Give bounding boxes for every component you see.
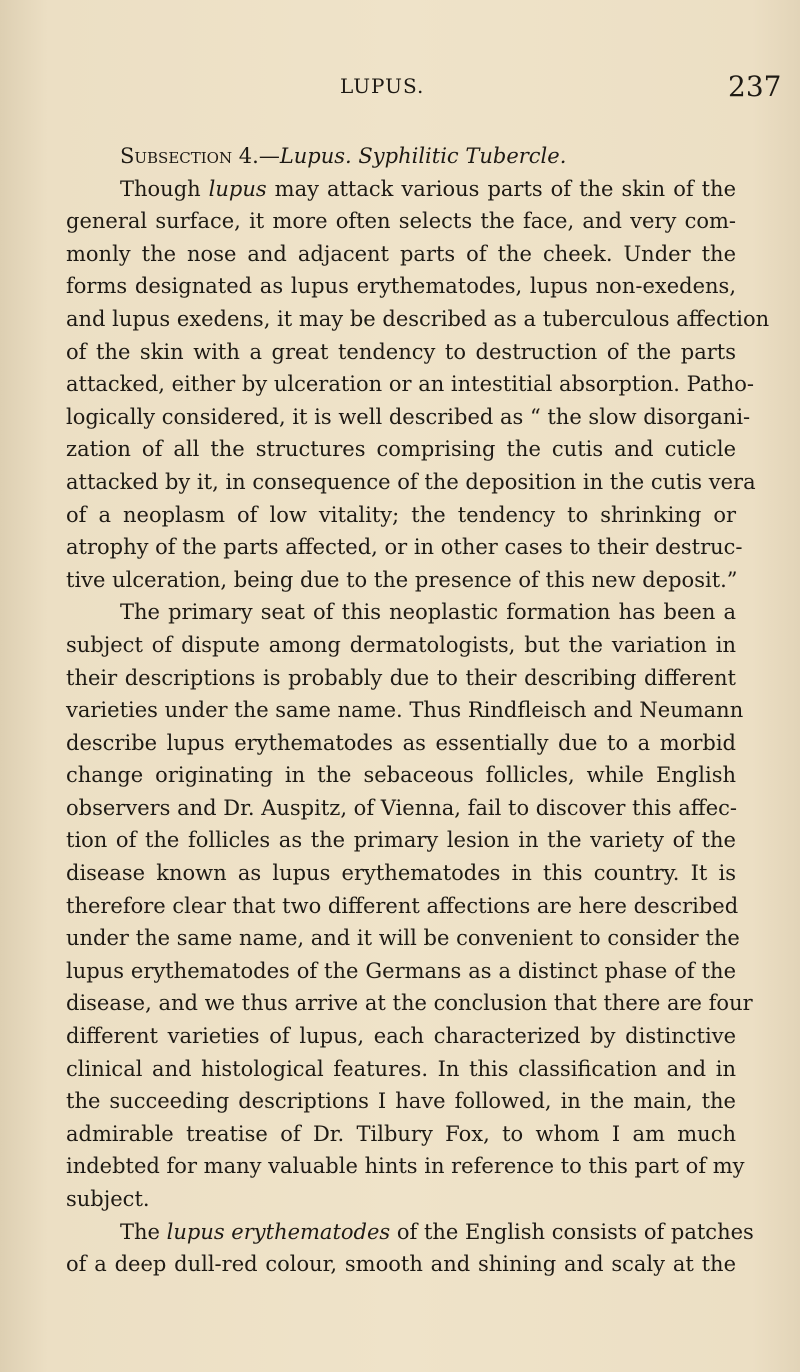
text-line <box>66 466 756 499</box>
text-segment: tive ulceration, being due to the presence of this new deposit.” <box>66 567 738 592</box>
text-segment: may attack various parts of the skin of the <box>266 176 737 201</box>
text-segment: the succeeding descriptions I have followed, in the main, the <box>66 1089 736 1114</box>
text-segment: forms designated as lupus erythematodes, lupus non-exedens, <box>66 274 736 299</box>
text-segment: of the English consists of patches <box>390 1219 754 1244</box>
text-segment: subject. <box>66 1187 150 1211</box>
running-head <box>0 70 800 110</box>
text-line <box>66 433 736 466</box>
text-line <box>66 857 736 890</box>
text-line <box>66 270 736 303</box>
text-line <box>66 662 736 695</box>
text-segment: of the skin with a great tendency to destruction of the parts <box>66 339 736 364</box>
page-number: 237 <box>728 70 782 103</box>
text-segment: disease, and we thus arrive at the conclusion that there are four <box>66 991 753 1016</box>
text-segment: change originating in the sebaceous follicles, while English <box>66 763 736 788</box>
text-segment: indebted for many valuable hints in reference to this part of my <box>66 1154 745 1179</box>
text-line <box>66 955 736 988</box>
subsection-label: Subsection 4. <box>120 144 259 168</box>
text-segment: atrophy of the parts affected, or in other cases to their destruc- <box>66 535 743 560</box>
text-segment: admirable treatise of Dr. Tilbury Fox, to whom I am much <box>66 1121 736 1146</box>
text-line <box>66 890 739 923</box>
text-line <box>66 1053 736 1086</box>
text-segment: subject of dispute among dermatologists, but the variation in <box>66 632 736 657</box>
text-segment: clinical and histological features. In this classification and in <box>66 1056 736 1081</box>
subsection-heading <box>66 140 736 173</box>
italic-term: lupus <box>208 176 267 201</box>
paragraphs <box>66 173 770 1281</box>
text-line <box>66 1085 736 1118</box>
text-line <box>66 824 736 857</box>
text-line <box>66 303 770 336</box>
text-line <box>66 499 736 532</box>
text-line <box>66 792 736 825</box>
text-segment: observers and Dr. Auspitz, of Vienna, fail to discover this affec- <box>66 795 737 820</box>
text-line <box>66 987 753 1020</box>
text-segment: of a deep dull-red colour, smooth and shining and scaly at the <box>66 1252 736 1277</box>
text-segment: disease known as lupus erythematodes in this country. It is <box>66 861 736 886</box>
text-line <box>66 238 736 271</box>
text-line <box>66 1020 736 1053</box>
text-segment: varieties under the same name. Thus Rindfleisch and Neumann <box>66 698 744 723</box>
text-segment: monly the nose and adjacent parts of the cheek. Under the <box>66 241 736 266</box>
text-line <box>66 629 736 662</box>
text-segment: The primary seat of this neoplastic formation has been a <box>120 600 736 625</box>
text-line <box>66 205 736 238</box>
text-line <box>66 564 736 597</box>
text-line <box>66 368 754 401</box>
text-line <box>66 922 740 955</box>
text-line <box>66 336 736 369</box>
text-segment: attacked, either by ulceration or an intestitial absorption. Patho- <box>66 372 754 397</box>
text-line <box>66 759 736 792</box>
text-line <box>66 1118 736 1151</box>
subsection-title: Lupus. Syphilitic Tubercle. <box>279 144 567 168</box>
text-segment: tion of the follicles as the primary lesion in the variety of the <box>66 828 736 853</box>
text-line <box>66 1150 745 1183</box>
text-segment: of a neoplasm of low vitality; the tendency to shrinking or <box>66 502 736 527</box>
text-line <box>66 1248 736 1281</box>
text-segment: therefore clear that two different affections are here described <box>66 893 739 918</box>
running-head-title: LUPUS. <box>340 74 425 98</box>
text-segment: general surface, it more often selects the face, and very com- <box>66 209 736 234</box>
text-segment: their descriptions is probably due to their describing different <box>66 665 736 690</box>
text-line <box>66 531 743 564</box>
text-segment: different varieties of lupus, each characterized by distinctive <box>66 1024 736 1049</box>
text-line <box>66 694 744 727</box>
text-segment: lupus erythematodes of the Germans as a distinct phase of the <box>66 958 736 983</box>
text-line <box>66 596 736 629</box>
text-segment: describe lupus erythematodes as essentially due to a morbid <box>66 730 736 755</box>
subsection-dash: — <box>258 144 280 168</box>
text-line <box>66 727 736 760</box>
text-segment: zation of all the structures comprising the cutis and cuticle <box>66 437 736 462</box>
text-line <box>66 173 736 206</box>
text-segment: logically considered, it is well described as “ the slow disorgani- <box>66 404 751 429</box>
text-line <box>66 1183 736 1216</box>
italic-term: lupus erythematodes <box>166 1219 391 1244</box>
text-line <box>66 401 751 434</box>
text-segment: The <box>120 1219 167 1244</box>
text-line <box>66 1216 754 1249</box>
text-segment: and lupus exedens, it may be described as a tuberculous affection <box>66 306 770 331</box>
body-text <box>66 140 770 1281</box>
text-segment: Though <box>120 176 209 201</box>
text-segment: attacked by it, in consequence of the deposition in the cutis vera <box>66 469 756 494</box>
text-segment: under the same name, and it will be convenient to consider the <box>66 926 740 951</box>
